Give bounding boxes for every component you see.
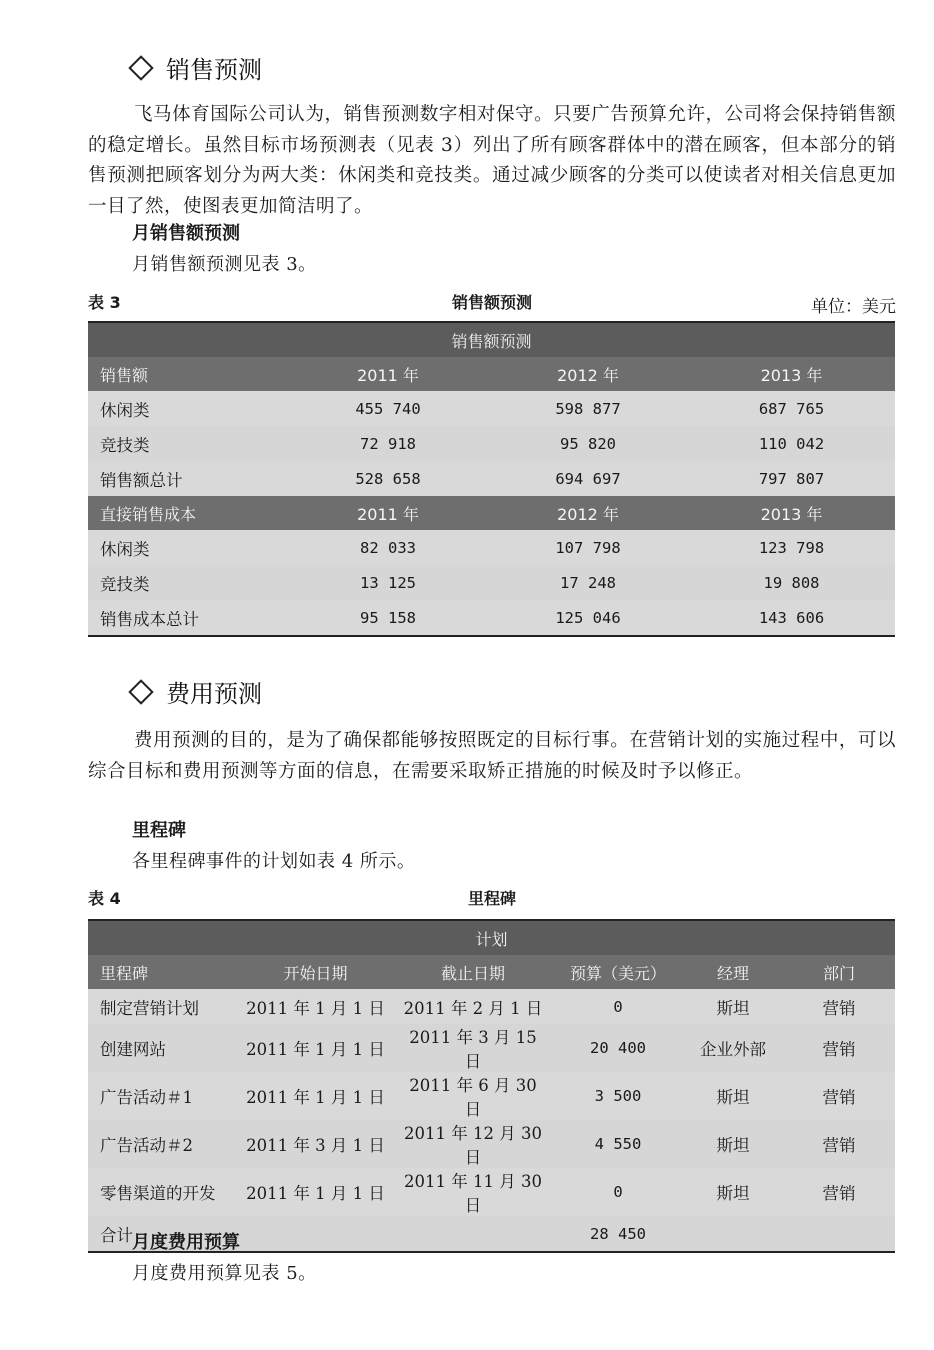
table4-header-cell: 经理 bbox=[683, 955, 783, 989]
table-cell: 797 807 bbox=[688, 461, 895, 496]
table-row bbox=[88, 1168, 895, 1216]
table-cell: 4 550 bbox=[553, 1120, 683, 1168]
table3-header-cell: 2013 年 bbox=[688, 357, 895, 391]
monthly-budget-reference: 月度费用预算见表 5。 bbox=[132, 1263, 317, 1284]
table-cell: 营销 bbox=[783, 1024, 895, 1072]
table3-band-row bbox=[88, 322, 895, 357]
table-cell: 合计 bbox=[88, 1216, 238, 1252]
table3-header-row bbox=[88, 357, 895, 391]
table-cell: 455 740 bbox=[288, 391, 488, 426]
table-cell: 13 125 bbox=[288, 565, 488, 600]
sales-forecast-paragraph: 飞马体育国际公司认为，销售预测数字相对保守。只要广告预算允许，公司将会保持销售额的稳定增长。虽然目标市场预测表（见表 3）列出了所有顾客群体中的潜在顾客，但本部分的销售预测把顾客划分为两大类：休闲类和竞技类。通过减少顾客的分类可以使读者对相关信息更加一目了然，使图表更加简洁明了。 bbox=[88, 104, 896, 217]
table3-header-cell: 2013 年 bbox=[688, 496, 895, 530]
monthly-sales-subhead: 月销售额预测 bbox=[132, 223, 240, 244]
table4-header-cell: 截止日期 bbox=[393, 955, 553, 989]
table-cell: 598 877 bbox=[488, 391, 688, 426]
milestones-subhead: 里程碑 bbox=[132, 820, 186, 841]
table-row bbox=[88, 989, 895, 1024]
table3-label: 表 3 bbox=[88, 293, 121, 312]
table-cell bbox=[393, 1216, 553, 1252]
table-cell: 687 765 bbox=[688, 391, 895, 426]
table-cell: 95 820 bbox=[488, 426, 688, 461]
table-row bbox=[88, 1072, 895, 1120]
table-cell: 斯坦 bbox=[683, 989, 783, 1024]
table-cell: 竞技类 bbox=[88, 565, 288, 600]
monthly-budget-subhead: 月度费用预算 bbox=[132, 1232, 240, 1253]
table-cell: 72 918 bbox=[288, 426, 488, 461]
table-row bbox=[88, 461, 895, 496]
table-cell: 竞技类 bbox=[88, 426, 288, 461]
table4-caption bbox=[88, 886, 896, 912]
section-title-sales-forecast bbox=[132, 50, 262, 85]
table-cell: 斯坦 bbox=[683, 1168, 783, 1216]
table-cell: 19 808 bbox=[688, 565, 895, 600]
table-cell: 营销 bbox=[783, 1120, 895, 1168]
table3-header-cell: 直接销售成本 bbox=[88, 496, 288, 530]
table-cell: 2011 年 1 月 1 日 bbox=[238, 1072, 393, 1120]
table-cell: 528 658 bbox=[288, 461, 488, 496]
table3-unit: 单位：美元 bbox=[811, 297, 896, 317]
table-cell: 销售成本总计 bbox=[88, 600, 288, 636]
diamond-bullet-icon bbox=[128, 679, 153, 704]
table-row bbox=[88, 565, 895, 600]
table-cell: 广告活动＃2 bbox=[88, 1120, 238, 1168]
sales-forecast-table bbox=[88, 321, 895, 637]
table-cell: 休闲类 bbox=[88, 530, 288, 565]
table-row bbox=[88, 426, 895, 461]
table-cell: 20 400 bbox=[553, 1024, 683, 1072]
table4-header-cell: 开始日期 bbox=[238, 955, 393, 989]
table4-band-row bbox=[88, 920, 895, 955]
monthly-sales-reference: 月销售额预测见表 3。 bbox=[132, 254, 317, 275]
table4-header-row bbox=[88, 955, 895, 989]
table-row bbox=[88, 1120, 895, 1168]
table4-header-cell: 里程碑 bbox=[88, 955, 238, 989]
table3-header-cell: 2011 年 bbox=[288, 496, 488, 530]
table3-header-cell: 2012 年 bbox=[488, 496, 688, 530]
table4-title: 里程碑 bbox=[467, 889, 516, 908]
table-cell: 143 606 bbox=[688, 600, 895, 636]
table-cell: 2011 年 1 月 1 日 bbox=[238, 989, 393, 1024]
table-cell: 营销 bbox=[783, 1072, 895, 1120]
table-cell: 创建网站 bbox=[88, 1024, 238, 1072]
section-title-expense-forecast bbox=[132, 674, 262, 709]
table-cell: 斯坦 bbox=[683, 1120, 783, 1168]
table-cell: 2011 年 1 月 1 日 bbox=[238, 1024, 393, 1072]
table3-header-cell: 2011 年 bbox=[288, 357, 488, 391]
table-cell: 95 158 bbox=[288, 600, 488, 636]
table3-header-cell: 2012 年 bbox=[488, 357, 688, 391]
diamond-bullet-icon bbox=[128, 55, 153, 80]
table-cell: 2011 年 12 月 30 日 bbox=[393, 1120, 553, 1168]
table-cell: 110 042 bbox=[688, 426, 895, 461]
table-cell: 营销 bbox=[783, 989, 895, 1024]
section-title-text: 费用预测 bbox=[166, 680, 262, 708]
table-row bbox=[88, 1024, 895, 1072]
table4-label: 表 4 bbox=[88, 889, 121, 908]
table-cell: 广告活动＃1 bbox=[88, 1072, 238, 1120]
table-row bbox=[88, 600, 895, 636]
table-cell: 企业外部 bbox=[683, 1024, 783, 1072]
table-row bbox=[88, 530, 895, 565]
table-cell: 2011 年 6 月 30 日 bbox=[393, 1072, 553, 1120]
table-cell: 28 450 bbox=[553, 1216, 683, 1252]
table-row bbox=[88, 391, 895, 426]
section-title-text: 销售预测 bbox=[166, 56, 262, 84]
table-cell: 123 798 bbox=[688, 530, 895, 565]
table3-header-row-cost bbox=[88, 496, 895, 530]
table-cell: 2011 年 3 月 15 日 bbox=[393, 1024, 553, 1072]
table4-header-cell: 部门 bbox=[783, 955, 895, 989]
milestones-table bbox=[88, 919, 895, 1253]
table-cell: 107 798 bbox=[488, 530, 688, 565]
milestones-reference: 各里程碑事件的计划如表 4 所示。 bbox=[132, 851, 416, 872]
table-cell: 0 bbox=[553, 989, 683, 1024]
table-cell: 2011 年 11 月 30 日 bbox=[393, 1168, 553, 1216]
table-cell: 3 500 bbox=[553, 1072, 683, 1120]
table-cell: 零售渠道的开发 bbox=[88, 1168, 238, 1216]
table3-band: 销售额预测 bbox=[88, 322, 895, 357]
table3-title: 销售额预测 bbox=[451, 293, 532, 312]
table-cell: 82 033 bbox=[288, 530, 488, 565]
table-cell: 斯坦 bbox=[683, 1072, 783, 1120]
table-cell: 休闲类 bbox=[88, 391, 288, 426]
table-cell bbox=[238, 1216, 393, 1252]
table-cell: 营销 bbox=[783, 1168, 895, 1216]
table4-header-cell: 预算（美元） bbox=[553, 955, 683, 989]
table4-band: 计划 bbox=[88, 920, 895, 955]
table-cell: 销售额总计 bbox=[88, 461, 288, 496]
table-cell: 694 697 bbox=[488, 461, 688, 496]
table-cell: 2011 年 3 月 1 日 bbox=[238, 1120, 393, 1168]
table-cell: 17 248 bbox=[488, 565, 688, 600]
table-cell bbox=[683, 1216, 783, 1252]
table3-caption bbox=[88, 290, 896, 316]
table3-header-cell: 销售额 bbox=[88, 357, 288, 391]
table-cell: 2011 年 1 月 1 日 bbox=[238, 1168, 393, 1216]
table-cell: 2011 年 2 月 1 日 bbox=[393, 989, 553, 1024]
table-cell: 125 046 bbox=[488, 600, 688, 636]
expense-forecast-paragraph: 费用预测的目的，是为了确保都能够按照既定的目标行事。在营销计划的实施过程中，可以综合目标和费用预测等方面的信息，在需要采取矫正措施的时候及时予以修正。 bbox=[88, 730, 896, 782]
table-cell: 制定营销计划 bbox=[88, 989, 238, 1024]
table-cell: 0 bbox=[553, 1168, 683, 1216]
table-cell bbox=[783, 1216, 895, 1252]
